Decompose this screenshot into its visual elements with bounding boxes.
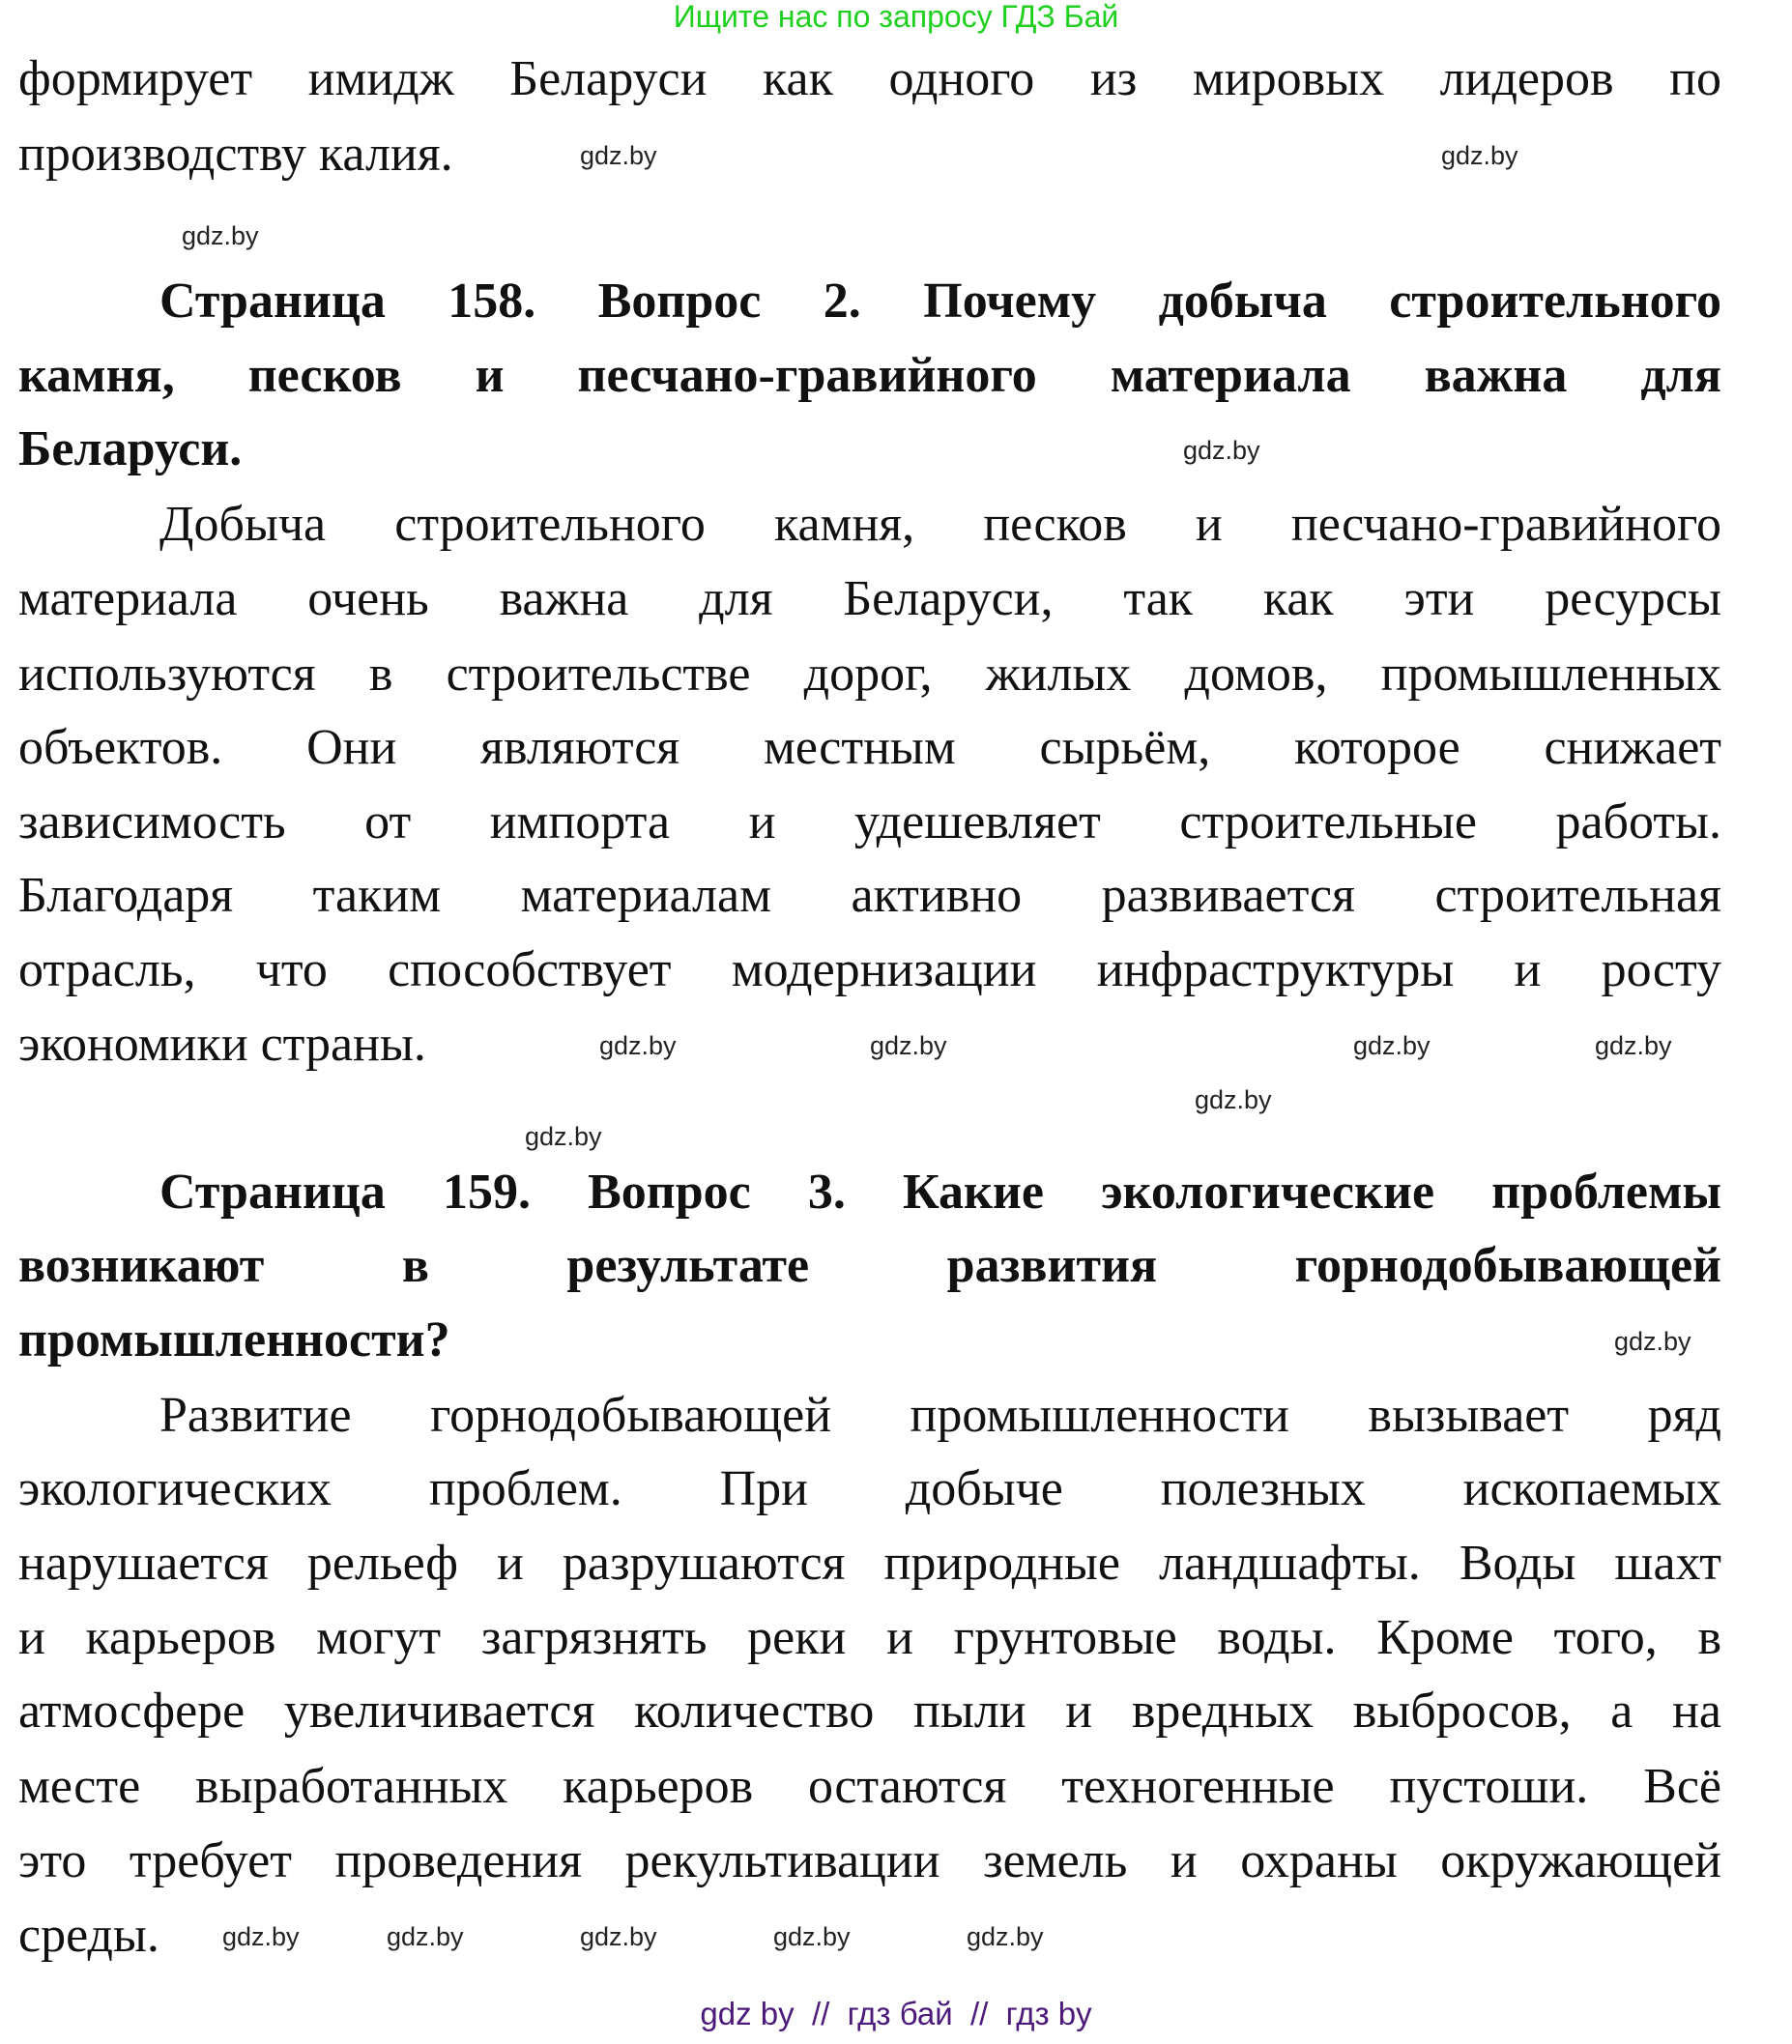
text-line: производству калия. xyxy=(18,127,453,182)
question-heading-line: Страница 159. Вопрос 3. Какие экологические проблемы xyxy=(159,1165,1721,1220)
answer-line: Добыча строительного камня, песков и песчано-гравийного xyxy=(159,497,1721,552)
answer-line: нарушается рельеф и разрушаются природные ландшафты. Воды шахт xyxy=(18,1536,1721,1591)
question-heading-line: Страница 158. Вопрос 2. Почему добыча строительного xyxy=(159,273,1721,329)
watermark: gdz.by xyxy=(967,1922,1044,1951)
watermark: gdz.by xyxy=(773,1922,851,1951)
watermark: gdz.by xyxy=(387,1922,464,1951)
watermark: gdz.by xyxy=(1353,1031,1431,1060)
answer-line: зависимость от импорта и удешевляет строительные работы. xyxy=(18,794,1721,849)
answer-line: материала очень важна для Беларуси, так как эти ресурсы xyxy=(18,571,1721,626)
footer-links: gdz by // гдз бай // гдз by xyxy=(700,1996,1092,2031)
answer-line: среды. xyxy=(18,1908,159,1963)
answer-line: используются в строительстве дорог, жилых домов, промышленных xyxy=(18,647,1721,702)
answer-line: экономики страны. xyxy=(18,1017,426,1072)
watermark: gdz.by xyxy=(1195,1085,1272,1114)
watermark: gdz.by xyxy=(182,221,259,250)
answer-line: экологических проблем. При добыче полезных ископаемых xyxy=(18,1461,1721,1516)
question-heading-line: промышленности? xyxy=(18,1312,450,1367)
watermark: gdz.by xyxy=(1595,1031,1672,1060)
search-banner: Ищите нас по запросу ГДЗ Бай xyxy=(673,0,1119,34)
text-line: формирует имидж Беларуси как одного из мировых лидеров по xyxy=(18,51,1721,106)
question-heading-line: камня, песков и песчано-гравийного материала важна для xyxy=(18,348,1721,403)
watermark: gdz.by xyxy=(1183,436,1260,465)
answer-line: атмосфере увеличивается количество пыли и вредных выбросов, а на xyxy=(18,1684,1721,1739)
answer-line: Развитие горнодобывающей промышленности вызывает ряд xyxy=(159,1388,1721,1443)
question-heading-line: Беларуси. xyxy=(18,421,243,476)
watermark: gdz.by xyxy=(222,1922,300,1951)
answer-line: объектов. Они являются местным сырьём, которое снижает xyxy=(18,720,1721,775)
watermark: gdz.by xyxy=(870,1031,947,1060)
question-heading-line: возникают в результате развития горнодобывающей xyxy=(18,1238,1721,1293)
answer-line: отрасль, что способствует модернизации инфраструктуры и росту xyxy=(18,942,1721,997)
answer-line: Благодаря таким материалам активно развивается строительная xyxy=(18,868,1721,923)
answer-line: и карьеров могут загрязнять реки и грунтовые воды. Кроме того, в xyxy=(18,1610,1721,1665)
answer-line: месте выработанных карьеров остаются техногенные пустоши. Всё xyxy=(18,1759,1721,1814)
answer-line: это требует проведения рекультивации земель и охраны окружающей xyxy=(18,1833,1721,1888)
watermark: gdz.by xyxy=(1441,141,1518,170)
watermark: gdz.by xyxy=(580,141,657,170)
watermark: gdz.by xyxy=(580,1922,657,1951)
watermark: gdz.by xyxy=(599,1031,677,1060)
watermark: gdz.by xyxy=(1614,1327,1691,1356)
watermark: gdz.by xyxy=(525,1122,602,1151)
